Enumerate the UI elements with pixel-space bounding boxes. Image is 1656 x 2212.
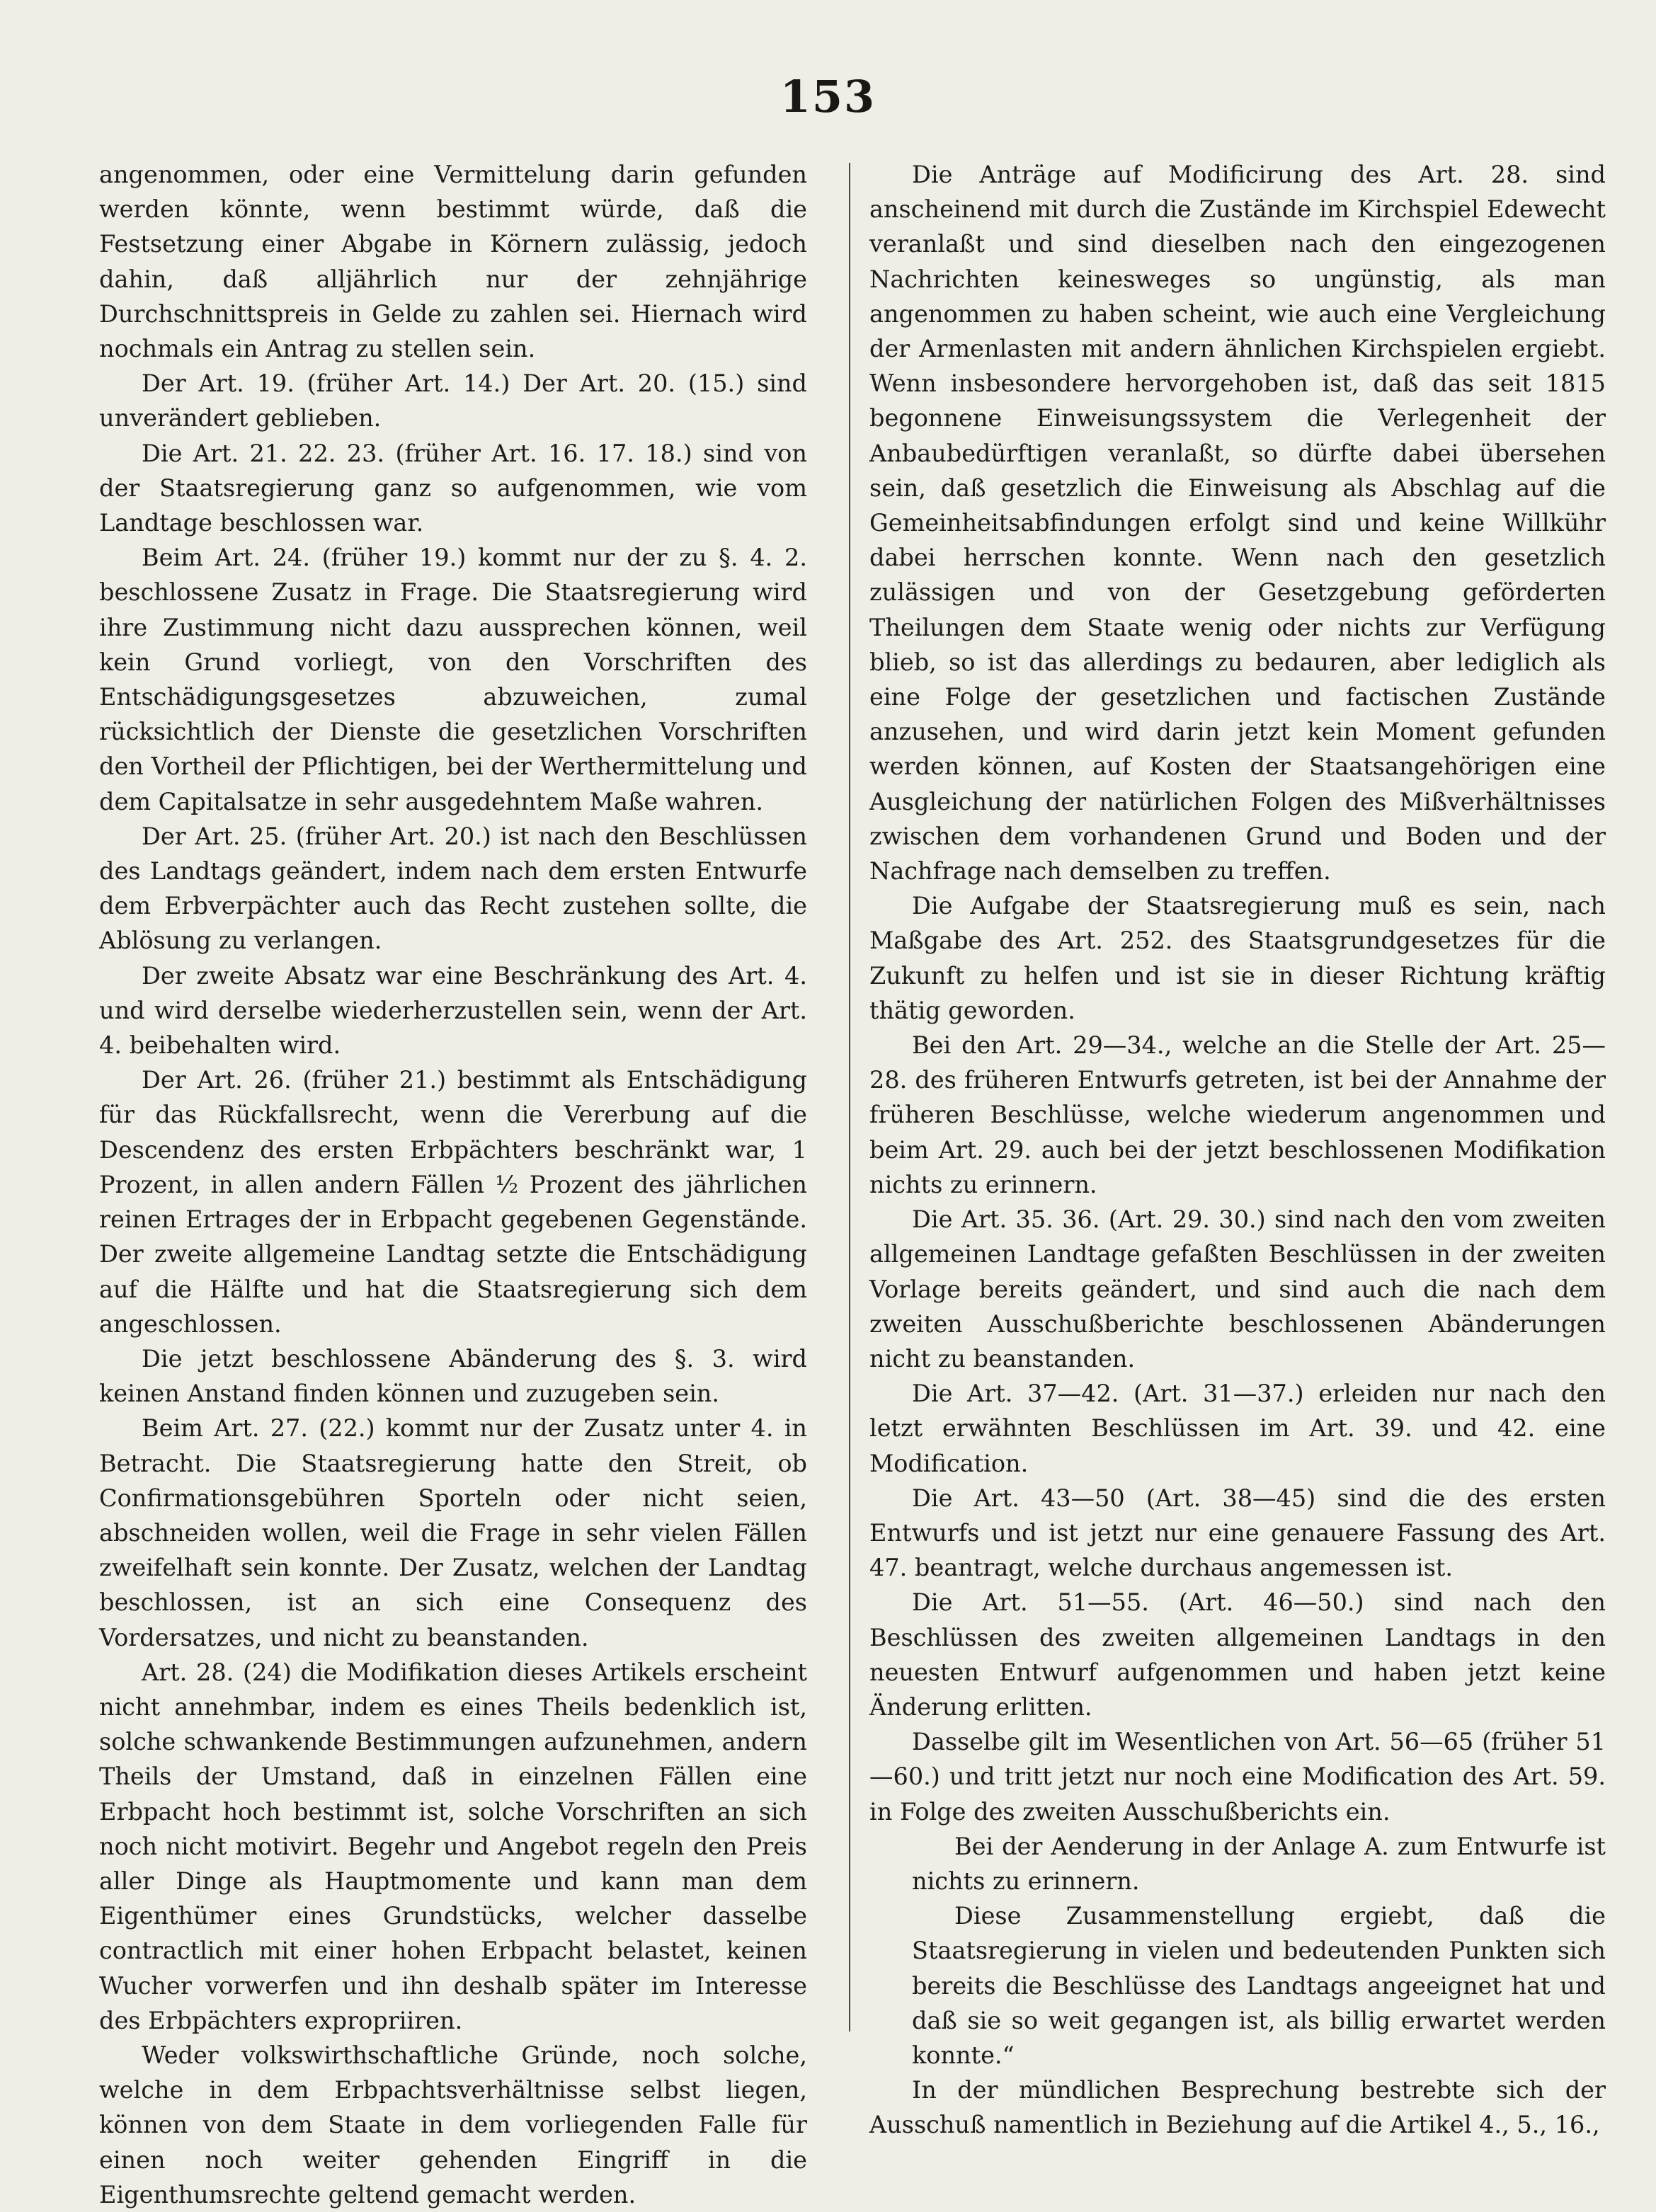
paragraph: Beim Art. 24. (früher 19.) kommt nur der zu §. 4. 2. beschlossene Zusatz in Frage. Die Staatsregierung wird ihre Zustimmung nicht dazu aussprechen können, weil kein Grund vorliegt, von den Vorschriften des Entschädigungsgesetzes abzuweichen, zumal rücksichtlich der Dienste die gesetzlichen Vorschriften den Vortheil der Pflichtigen, bei der Werthermittelung und dem Capitalsatze in sehr ausgedehntem Maße wahren. xyxy=(99,544,807,815)
paragraph: Die Aufgabe der Staatsregierung muß es sein, nach Maßgabe des Art. 252. des Staatsgrundgesetzes für die Zukunft zu helfen und ist sie in dieser Richtung kräftig thätig geworden. xyxy=(869,892,1606,1024)
paragraph: Der Art. 26. (früher 21.) bestimmt als Entschädigung für das Rückfallsrecht, wenn die Vererbung auf die Descendenz des ersten Erbpächters beschränkt war, 1 Prozent, in allen andern Fällen ½ Prozent des jährlichen reinen Ertrages der in Erbpacht gegebenen Gegenstände. Der zweite allgemeine Landtag setzte die Entschädigung auf die Hälfte und hat die Staatsregierung sich dem angeschlossen. xyxy=(99,1066,807,1338)
paragraph: Die jetzt beschlossene Abänderung des §. 3. wird keinen Anstand finden können und zuzugeben sein. xyxy=(99,1344,807,1408)
quoted-paragraph: Diese Zusammenstellung ergiebt, daß die Staatsregierung in vielen und bedeutenden Punkten sich bereits die Beschlüsse des Landtags angeeignet hat und daß sie so weit gegangen ist, als billig erwartet werden konnte.“ xyxy=(912,1902,1606,2069)
paragraph: Die Art. 37—42. (Art. 31—37.) erleiden nur nach den letzt erwähnten Beschlüssen im Art. 39. und 42. eine Modification. xyxy=(869,1380,1606,1477)
paragraph: Die Art. 35. 36. (Art. 29. 30.) sind nach den vom zweiten allgemeinen Landtage gefaßten Beschlüssen in der zweiten Vorlage bereits geändert, und sind auch die nach dem zweiten Ausschußberichte beschlossenen Abänderungen nicht zu beanstanden. xyxy=(869,1205,1606,1373)
left-column xyxy=(99,157,807,2212)
paragraph: Der Art. 19. (früher Art. 14.) Der Art. 20. (15.) sind unverändert geblieben. xyxy=(99,369,807,432)
paragraph: Die Art. 21. 22. 23. (früher Art. 16. 17. 18.) sind von der Staatsregierung ganz so aufgenommen, wie vom Landtage beschlossen war. xyxy=(99,439,807,537)
right-column xyxy=(869,157,1606,2143)
paragraph: Bei den Art. 29—34., welche an die Stelle der Art. 25—28. des früheren Entwurfs getreten, ist bei der Annahme der früheren Beschlüsse, welche wiederum angenommen und beim Art. 29. auch bei der jetzt beschlossenen Modifikation nichts zu erinnern. xyxy=(869,1031,1606,1198)
column-divider xyxy=(849,163,850,2032)
paragraph: Die Anträge auf Modificirung des Art. 28. sind anscheinend mit durch die Zustände im Kirchspiel Edewecht veranlaßt und sind dieselben nach den eingezogenen Nachrichten keinesweges so ungünstig, als man angenommen zu haben scheint, wie auch eine Vergleichung der Armenlasten mit andern ähnlichen Kirchspielen ergiebt. Wenn insbesondere hervorgehoben ist, daß das seit 1815 begonnene Einweisungssystem die Verlegenheit der Anbaubedürftigen veranlaßt, so dürfte dabei übersehen sein, daß gesetzlich die Einweisung als Abschlag auf die Gemeinheitsabfindungen erfolgt sind und keine Willkühr dabei herrschen konnte. Wenn nach den gesetzlich zulässigen und von der Gesetzgebung geförderten Theilungen dem Staate wenig oder nichts zur Verfügung blieb, so ist das allerdings zu bedauren, aber lediglich als eine Folge der gesetzlichen und factischen Zustände anzusehen, und wird darin jetzt kein Moment gefunden werden können, auf Kosten der Staatsangehörigen eine Ausgleichung der natürlichen Folgen des Mißverhältnisses zwischen dem vorhandenen Grund und Boden und der Nachfrage nach demselben zu treffen. xyxy=(869,161,1606,886)
paragraph: angenommen, oder eine Vermittelung darin gefunden werden könnte, wenn bestimmt würde, daß die Festsetzung einer Abgabe in Körnern zulässig, jedoch dahin, daß alljährlich nur der zehnjährige Durchschnittspreis in Gelde zu zahlen sei. Hiernach wird nochmals ein Antrag zu stellen sein. xyxy=(99,161,807,363)
paragraph: Die Art. 51—55. (Art. 46—50.) sind nach den Beschlüssen des zweiten allgemeinen Landtags in den neuesten Entwurf aufgenommen und haben jetzt keine Änderung erlitten. xyxy=(869,1588,1606,1721)
paragraph: Der Art. 25. (früher Art. 20.) ist nach den Beschlüssen des Landtags geändert, indem nach dem ersten Entwurfe dem Erbverpächter auch das Recht zustehen sollte, die Ablösung zu verlangen. xyxy=(99,822,807,955)
paragraph: Dasselbe gilt im Wesentlichen von Art. 56—65 (früher 51—60.) und tritt jetzt nur noch eine Modification des Art. 59. in Folge des zweiten Ausschußberichts ein. xyxy=(869,1728,1606,1826)
quoted-paragraph: Bei der Aenderung in der Anlage A. zum Entwurfe ist nichts zu erinnern. xyxy=(912,1832,1606,1895)
paragraph: In der mündlichen Besprechung bestrebte sich der Ausschuß namentlich in Beziehung auf die Artikel 4., 5., 16., xyxy=(869,2076,1606,2139)
paragraph: Weder volkswirthschaftliche Gründe, noch solche, welche in dem Erbpachtsverhältnisse selbst liegen, können von dem Staate in dem vorliegenden Falle für einen noch weiter gehenden Eingriff in die Eigenthumsrechte geltend gemacht werden. xyxy=(99,2041,807,2208)
paragraph: Der zweite Absatz war eine Beschränkung des Art. 4. und wird derselbe wiederherzustellen sein, wenn der Art. 4. beibehalten wird. xyxy=(99,961,807,1060)
page-number: 153 xyxy=(780,71,876,122)
paragraph: Art. 28. (24) die Modifikation dieses Artikels erscheint nicht annehmbar, indem es eines Theils bedenklich ist, solche schwankende Bestimmungen aufzunehmen, andern Theils der Umstand, daß in einzelnen Fällen eine Erbpacht hoch bestimmt ist, solche Vorschriften an sich noch nicht motivirt. Begehr und Angebot regeln den Preis aller Dinge als Hauptmomente und kann man dem Eigenthümer eines Grundstücks, welcher dasselbe contractlich mit einer hohen Erbpacht belastet, keinen Wucher vorwerfen und ihn deshalb später im Interesse des Erbpächters expropriiren. xyxy=(99,1658,807,2034)
paragraph: Beim Art. 27. (22.) kommt nur der Zusatz unter 4. in Betracht. Die Staatsregierung hatte den Streit, ob Confirmationsgebühren Sporteln oder nicht seien, abschneiden wollen, weil die Frage in sehr vielen Fällen zweifelhaft sein konnte. Der Zusatz, welchen der Landtag beschlossen, ist an sich eine Consequenz des Vordersatzes, und nicht zu beanstanden. xyxy=(99,1414,807,1651)
paragraph: Die Art. 43—50 (Art. 38—45) sind die des ersten Entwurfs und ist jetzt nur eine genauere Fassung des Art. 47. beantragt, welche durchaus angemessen ist. xyxy=(869,1484,1606,1582)
